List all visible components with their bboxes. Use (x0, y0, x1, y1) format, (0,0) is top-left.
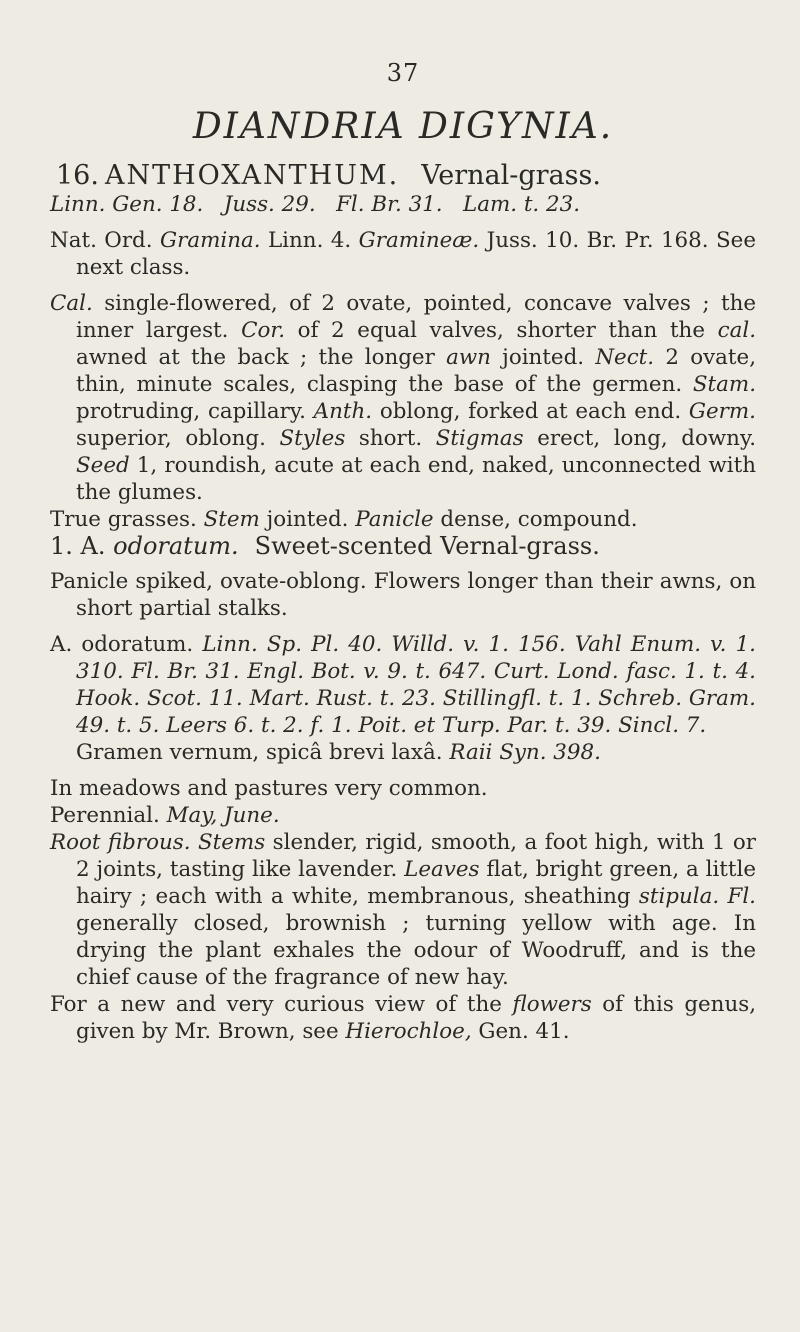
species-heading (50, 533, 756, 560)
genus-common-name: Vernal-grass. (421, 160, 601, 191)
germ-label: Germ. (688, 399, 756, 424)
syn-sincl: Sincl. 7. (618, 713, 707, 738)
syn-vahl: Vahl Enum. v. 1. 310. (76, 632, 756, 684)
genus-heading (50, 162, 756, 189)
syn-curt: Curt. Lond. fasc. 1. t. 4. (493, 659, 756, 684)
nect-text: 2 ovate, thin, minute scales, clasping the base of the germen. (76, 345, 756, 397)
syn-poit: Poit. et Turp. Par. t. 39. (358, 713, 612, 738)
true-grasses-note (50, 506, 756, 533)
flowering-months: May, June. (166, 803, 280, 828)
natural-order (50, 227, 756, 281)
species-number: 1. A. (50, 532, 106, 560)
ref-juss: Juss. 29. (223, 192, 316, 217)
natord-br-pr: Br. Pr. 168. (586, 228, 709, 253)
duration (50, 802, 756, 829)
duration-perennial: Perennial. (50, 803, 167, 828)
root-label: Root fibrous. (50, 830, 198, 855)
natord-gramina: Gramina. (160, 228, 261, 253)
syn-mart: Mart. Rust. t. 23. (249, 686, 436, 711)
habitat: In meadows and pastures very common. (50, 776, 488, 801)
cal-label: Cal. (50, 291, 93, 316)
true-grasses-text: True grasses. (50, 507, 204, 532)
note-flowers: flowers (512, 992, 592, 1017)
cal-text: single-flowered, of 2 ovate, pointed, concave valves ; the inner largest. (76, 291, 756, 343)
syn-a-odoratum: A. odoratum. (50, 632, 194, 657)
stam-text: protruding, capillary. (76, 399, 314, 424)
note-text-b: of this genus, given by Mr. Brown, see (76, 992, 756, 1044)
jointed-text: jointed. (490, 345, 596, 370)
panicle-label: Panicle (355, 507, 434, 532)
stigmas-label: Stigmas (435, 426, 524, 451)
description (50, 829, 756, 991)
seed-text: 1, roundish, acute at each end, naked, unconnected with the glumes. (76, 453, 756, 505)
syn-gramen: Gramen vernum, spicâ brevi laxâ. (76, 740, 443, 765)
stem-label: Stem (203, 507, 260, 532)
syn-leers: Leers 6. t. 2. f. 1. (166, 713, 352, 738)
cor-label: Cor. (241, 318, 285, 343)
note-text-c: Gen. 41. (471, 1019, 570, 1044)
syn-linn: Linn. Sp. Pl. 40. (202, 632, 383, 657)
note-hierochloe: Hierochloe, (345, 1019, 472, 1044)
page-number: 37 (386, 59, 420, 87)
awn-term: awn (446, 345, 491, 370)
natord-graminee: Gramineæ. (358, 228, 480, 253)
natord-linn: Linn. 4. (267, 228, 352, 253)
stems-text: slender, rigid, smooth, a foot high, with 1 or 2 joints, tasting like lavender. (76, 830, 756, 882)
note-text-a: For a new and very curious view of the (50, 992, 513, 1017)
natord-see-next: See next class. (76, 228, 756, 280)
spacer (719, 884, 727, 909)
cor-text: of 2 equal valves, shorter than the (285, 318, 718, 343)
styles-label: Styles (279, 426, 346, 451)
ref-lam: Lam. t. 23. (463, 192, 581, 217)
species-diagnosis: Panicle spiked, ovate-oblong. Flowers longer than their awns, on short partial stalks. (50, 569, 756, 621)
genus-number: 16. (56, 160, 99, 191)
generic-character (50, 290, 756, 506)
leaves-label: Leaves (404, 857, 480, 882)
stam-label: Stam. (692, 372, 756, 397)
germ-text: superior, oblong. (76, 426, 280, 451)
syn-stillingfl: Stillingfl. t. 1. (442, 686, 592, 711)
syn-raii: Raii Syn. 398. (449, 740, 601, 765)
syn-hook: Hook. Scot. 11. (76, 686, 243, 711)
stipula-term: stipula. (638, 884, 720, 909)
seed-label: Seed (76, 453, 130, 478)
synonymy (50, 631, 756, 766)
stigmas-text: erect, long, downy. (523, 426, 757, 451)
cal-abbrev: cal. (717, 318, 756, 343)
anth-label: Anth. (313, 399, 373, 424)
leaves-text: flat, bright green, a little hairy ; each with a white, membranous, sheathing (76, 857, 756, 909)
awned-text: awned at the back ; the longer (76, 345, 447, 370)
species-name: odoratum. (113, 532, 239, 560)
stem-text: jointed. (259, 507, 356, 532)
ref-fl-br: Fl. Br. 31. (336, 192, 443, 217)
fl-text: generally closed, brownish ; turning yellow with age. In drying the plant exhales the odour of Woodruff, and is the chief cause of the fragrance of new hay. (76, 911, 756, 990)
syn-fl-br: Fl. Br. 31. (131, 659, 240, 684)
syn-willd: Willd. v. 1. 156. (391, 632, 566, 657)
syn-engl-bot: Engl. Bot. v. 9. t. 647. (247, 659, 487, 684)
ref-linn-gen: Linn. Gen. 18. (50, 192, 204, 217)
brown-note (50, 991, 756, 1045)
section-title: DIANDRIA DIGYNIA. (192, 106, 614, 147)
species-common-name: Sweet-scented Vernal-grass. (254, 532, 600, 560)
syn-schreb: Schreb. Gram. 49. t. 5. (76, 686, 756, 738)
genus-references (50, 191, 756, 218)
natord-label: Nat. Ord. (50, 228, 153, 253)
fl-label: Fl. (727, 884, 756, 909)
panicle-text: dense, compound. (433, 507, 638, 532)
natord-juss: Juss. 10. (486, 228, 580, 253)
genus-name: ANTHOXANTHUM. (104, 160, 400, 191)
anth-text: oblong, forked at each end. (372, 399, 689, 424)
nect-label: Nect. (595, 345, 655, 370)
styles-text: short. (345, 426, 436, 451)
stems-label: Stems (198, 830, 266, 855)
